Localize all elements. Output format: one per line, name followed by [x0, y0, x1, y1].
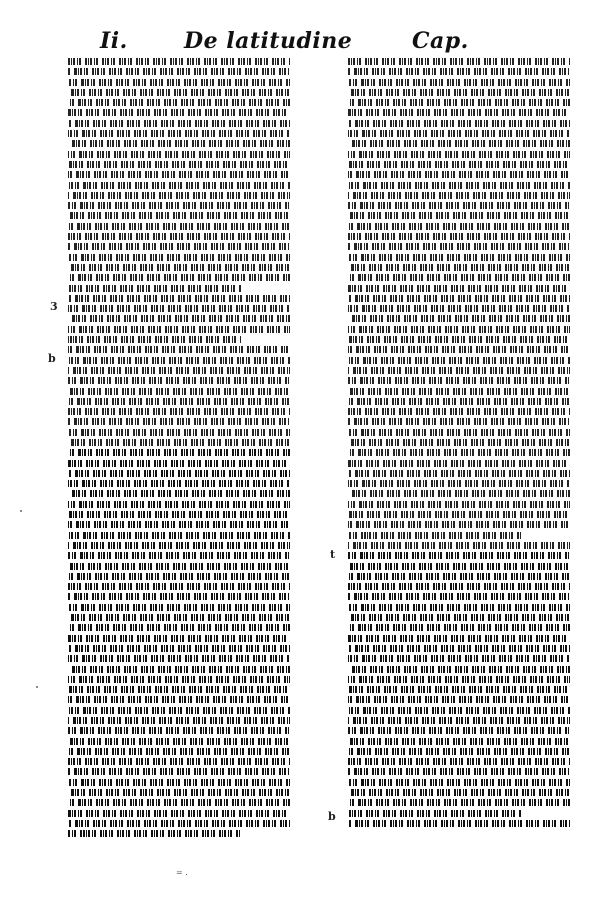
- text-line: [68, 470, 290, 477]
- text-line: [348, 89, 570, 96]
- text-line: [68, 120, 290, 127]
- text-line: [68, 501, 290, 508]
- text-line: [68, 295, 290, 302]
- text-line: [68, 820, 290, 827]
- text-line: [68, 563, 290, 570]
- text-line: [68, 511, 290, 518]
- text-line: [68, 212, 290, 219]
- text-line: [348, 748, 570, 755]
- text-line: [348, 233, 570, 240]
- text-line: [68, 151, 290, 158]
- text-line: [68, 624, 290, 631]
- chapter-number: Ii.: [100, 28, 128, 54]
- footer-mark: = .: [176, 868, 188, 877]
- text-line: [348, 593, 570, 600]
- text-line: [348, 367, 570, 374]
- text-line: [68, 645, 290, 652]
- text-line: [348, 758, 570, 765]
- text-line: [348, 583, 570, 590]
- margin-marker: b: [48, 352, 56, 365]
- text-line: [348, 377, 570, 384]
- margin-marker: t: [330, 548, 336, 561]
- text-line: [68, 398, 290, 405]
- text-line: [68, 573, 290, 580]
- text-line: [348, 192, 570, 199]
- text-line: [68, 305, 290, 312]
- text-line: [348, 470, 570, 477]
- text-line: [68, 192, 290, 199]
- text-line: [348, 738, 570, 745]
- text-line: [68, 377, 290, 384]
- text-line: [68, 408, 290, 415]
- text-line: [348, 243, 570, 250]
- right-text-column: [348, 58, 570, 838]
- text-line: [68, 707, 290, 714]
- text-line: [68, 604, 290, 611]
- text-line: [348, 645, 570, 652]
- text-line: [348, 182, 570, 189]
- text-line: [68, 686, 290, 693]
- text-line: [348, 789, 570, 796]
- text-line: [68, 738, 290, 745]
- text-line: [68, 614, 290, 621]
- text-line: [68, 388, 290, 395]
- text-line: [68, 202, 290, 209]
- text-line: [348, 686, 570, 693]
- text-line: [68, 779, 290, 786]
- text-line: [348, 480, 570, 487]
- text-line: [348, 429, 570, 436]
- text-line: [348, 305, 570, 312]
- text-line: [348, 820, 570, 827]
- text-line: [348, 604, 570, 611]
- text-line: [348, 418, 570, 425]
- text-line: [68, 161, 290, 168]
- text-line: [348, 696, 570, 703]
- text-line: [68, 696, 290, 703]
- text-line: [68, 635, 290, 642]
- text-line: [348, 151, 570, 158]
- text-line: [68, 285, 241, 292]
- text-line: [68, 552, 290, 559]
- text-line: [348, 274, 570, 281]
- text-line: [348, 398, 570, 405]
- text-line: [68, 89, 290, 96]
- text-line: [348, 449, 570, 456]
- text-line: [68, 99, 290, 106]
- text-line: [348, 727, 570, 734]
- text-line: [68, 758, 290, 765]
- text-line: [68, 274, 290, 281]
- text-line: [68, 799, 290, 806]
- text-line: [68, 676, 290, 683]
- text-line: [348, 717, 570, 724]
- text-line: [348, 779, 570, 786]
- text-line: [348, 521, 570, 528]
- text-line: [348, 676, 570, 683]
- text-line: [68, 233, 290, 240]
- text-line: [68, 429, 290, 436]
- text-line: [348, 707, 570, 714]
- text-line: [68, 336, 241, 343]
- text-line: [68, 727, 290, 734]
- text-line: [348, 624, 570, 631]
- text-line: [348, 336, 570, 343]
- margin-marker: 3: [50, 300, 58, 313]
- text-line: [68, 460, 290, 467]
- text-line: [68, 439, 290, 446]
- text-line: [348, 161, 570, 168]
- text-line: [348, 346, 570, 353]
- text-line: [68, 223, 290, 230]
- text-line: [348, 511, 570, 518]
- text-line: [68, 58, 290, 65]
- text-line: [68, 182, 290, 189]
- text-line: [68, 264, 290, 271]
- text-line: [348, 408, 570, 415]
- text-line: [348, 326, 570, 333]
- paper-speck: [36, 686, 38, 688]
- text-line: [68, 254, 290, 261]
- text-line: [68, 346, 290, 353]
- text-line: [348, 223, 570, 230]
- text-line: [68, 130, 290, 137]
- text-line: [68, 418, 290, 425]
- text-line: [348, 120, 570, 127]
- text-line: [348, 140, 570, 147]
- text-line: [348, 501, 570, 508]
- text-line: [348, 254, 570, 261]
- text-line: [68, 357, 290, 364]
- paper-speck: [20, 510, 22, 512]
- text-line: [348, 768, 570, 775]
- text-line: [68, 717, 290, 724]
- text-line: [348, 460, 570, 467]
- text-line: [68, 768, 290, 775]
- text-line: [348, 666, 570, 673]
- text-line: [348, 68, 570, 75]
- chapter-label: Cap.: [412, 28, 469, 54]
- text-line: [68, 810, 290, 817]
- text-line: [68, 315, 290, 322]
- text-line: [68, 367, 290, 374]
- text-line: [348, 79, 570, 86]
- text-line: [348, 655, 570, 662]
- text-line: [68, 326, 290, 333]
- text-line: [68, 68, 290, 75]
- text-line: [68, 171, 290, 178]
- text-line: [68, 655, 290, 662]
- text-line: [348, 171, 570, 178]
- text-line: [348, 573, 570, 580]
- running-title: De latitudine: [184, 28, 353, 54]
- text-line: [348, 799, 570, 806]
- text-line: [348, 202, 570, 209]
- text-line: [348, 532, 521, 539]
- text-line: [68, 449, 290, 456]
- text-line: [68, 140, 290, 147]
- left-text-column: [68, 58, 290, 848]
- text-line: [348, 285, 570, 292]
- text-line: [68, 79, 290, 86]
- text-line: [348, 264, 570, 271]
- text-line: [348, 99, 570, 106]
- text-line: [68, 532, 290, 539]
- margin-marker: b: [328, 810, 336, 823]
- text-line: [348, 357, 570, 364]
- text-line: [68, 830, 241, 837]
- text-line: [68, 243, 290, 250]
- text-line: [68, 593, 290, 600]
- text-line: [68, 521, 290, 528]
- text-line: [348, 542, 570, 549]
- text-line: [348, 490, 570, 497]
- text-line: [348, 109, 570, 116]
- text-line: [348, 552, 570, 559]
- text-line: [348, 635, 570, 642]
- text-line: [68, 490, 290, 497]
- text-line: [68, 542, 290, 549]
- text-line: [348, 439, 570, 446]
- text-line: [68, 748, 290, 755]
- text-line: [348, 295, 570, 302]
- text-line: [348, 563, 570, 570]
- text-line: [348, 388, 570, 395]
- text-line: [68, 109, 290, 116]
- text-line: [68, 480, 290, 487]
- text-line: [348, 212, 570, 219]
- text-line: [348, 58, 570, 65]
- text-line: [68, 666, 290, 673]
- text-line: [68, 583, 290, 590]
- page-header: [0, 28, 590, 58]
- text-line: [348, 315, 570, 322]
- text-line: [348, 810, 521, 817]
- text-line: [348, 614, 570, 621]
- text-line: [348, 130, 570, 137]
- text-line: [68, 789, 290, 796]
